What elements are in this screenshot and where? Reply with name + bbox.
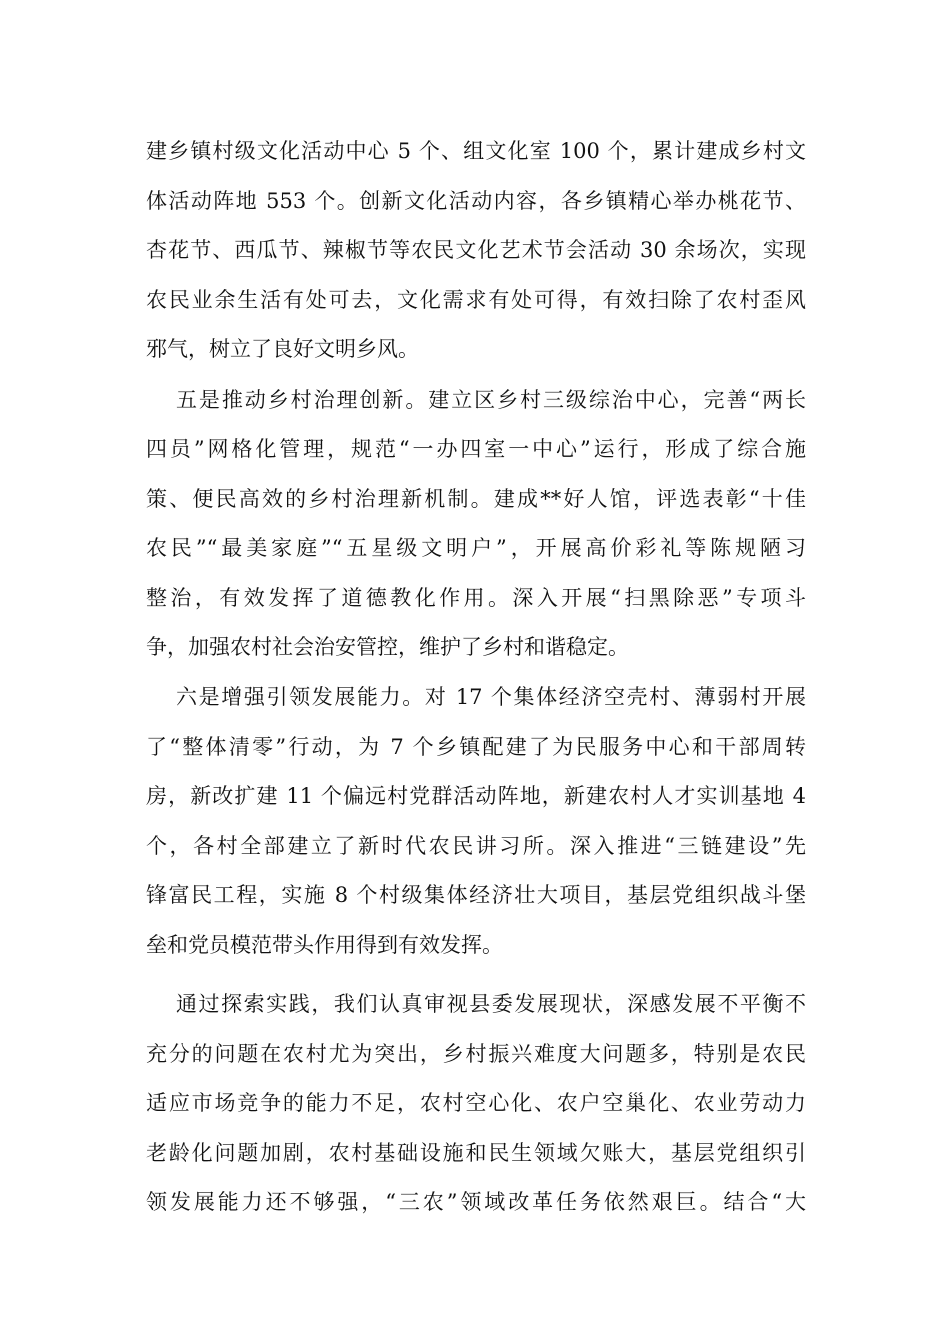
paragraph-1-line-2: 体活动阵地 553 个。创新文化活动内容，各乡镇精心举办桃花节、	[146, 189, 806, 213]
paragraph-2-line-1: 五是推动乡村治理创新。建立区乡村三级综治中心，完善“两长	[176, 388, 806, 412]
paragraph-3-line-1: 六是增强引领发展能力。对 17 个集体经济空壳村、薄弱村开展	[176, 685, 806, 709]
paragraph-3-line-2: 了“整体清零”行动，为 7 个乡镇配建了为民服务中心和干部周转	[146, 735, 806, 759]
paragraph-3-line-3: 房，新改扩建 11 个偏远村党群活动阵地，新建农村人才实训基地 4	[146, 784, 806, 808]
paragraph-4-line-2: 充分的问题在农村尤为突出，乡村振兴难度大问题多，特别是农民	[146, 1042, 806, 1066]
paragraph-2-line-3: 策、便民高效的乡村治理新机制。建成**好人馆，评选表彰“十佳	[146, 487, 806, 511]
paragraph-4-line-4: 老龄化问题加剧，农村基础设施和民生领域欠账大，基层党组织引	[146, 1141, 806, 1165]
paragraph-2-line-5: 整治，有效发挥了道德教化作用。深入开展“扫黑除恶”专项斗	[146, 586, 806, 610]
paragraph-3-line-5: 锋富民工程，实施 8 个村级集体经济壮大项目，基层党组织战斗堡	[146, 883, 806, 907]
paragraph-1-line-3: 杏花节、西瓜节、辣椒节等农民文化艺术节会活动 30 余场次，实现	[146, 238, 806, 262]
paragraph-2-line-2: 四员”网格化管理，规范“一办四室一中心”运行，形成了综合施	[146, 437, 806, 461]
paragraph-1-line-5: 邪气，树立了良好文明乡风。	[146, 337, 419, 361]
paragraph-1-line-4: 农民业余生活有处可去，文化需求有处可得，有效扫除了农村歪风	[146, 288, 806, 312]
paragraph-3-line-4: 个，各村全部建立了新时代农民讲习所。深入推进“三链建设”先	[146, 834, 806, 858]
paragraph-4-line-5: 领发展能力还不够强，“三农”领域改革任务依然艰巨。结合“大	[146, 1190, 806, 1214]
paragraph-2-line-4: 农民”“最美家庭”“五星级文明户”，开展高价彩礼等陈规陋习	[146, 536, 806, 560]
paragraph-4-line-1: 通过探索实践，我们认真审视县委发展现状，深感发展不平衡不	[176, 992, 806, 1016]
paragraph-4-line-3: 适应市场竞争的能力不足，农村空心化、农户空巢化、农业劳动力	[146, 1091, 806, 1115]
paragraph-2-line-6: 争，加强农村社会治安管控，维护了乡村和谐稳定。	[146, 635, 629, 659]
paragraph-1-line-1: 建乡镇村级文化活动中心 5 个、组文化室 100 个，累计建成乡村文	[146, 139, 806, 163]
paragraph-3-line-6: 垒和党员模范带头作用得到有效发挥。	[146, 933, 503, 957]
